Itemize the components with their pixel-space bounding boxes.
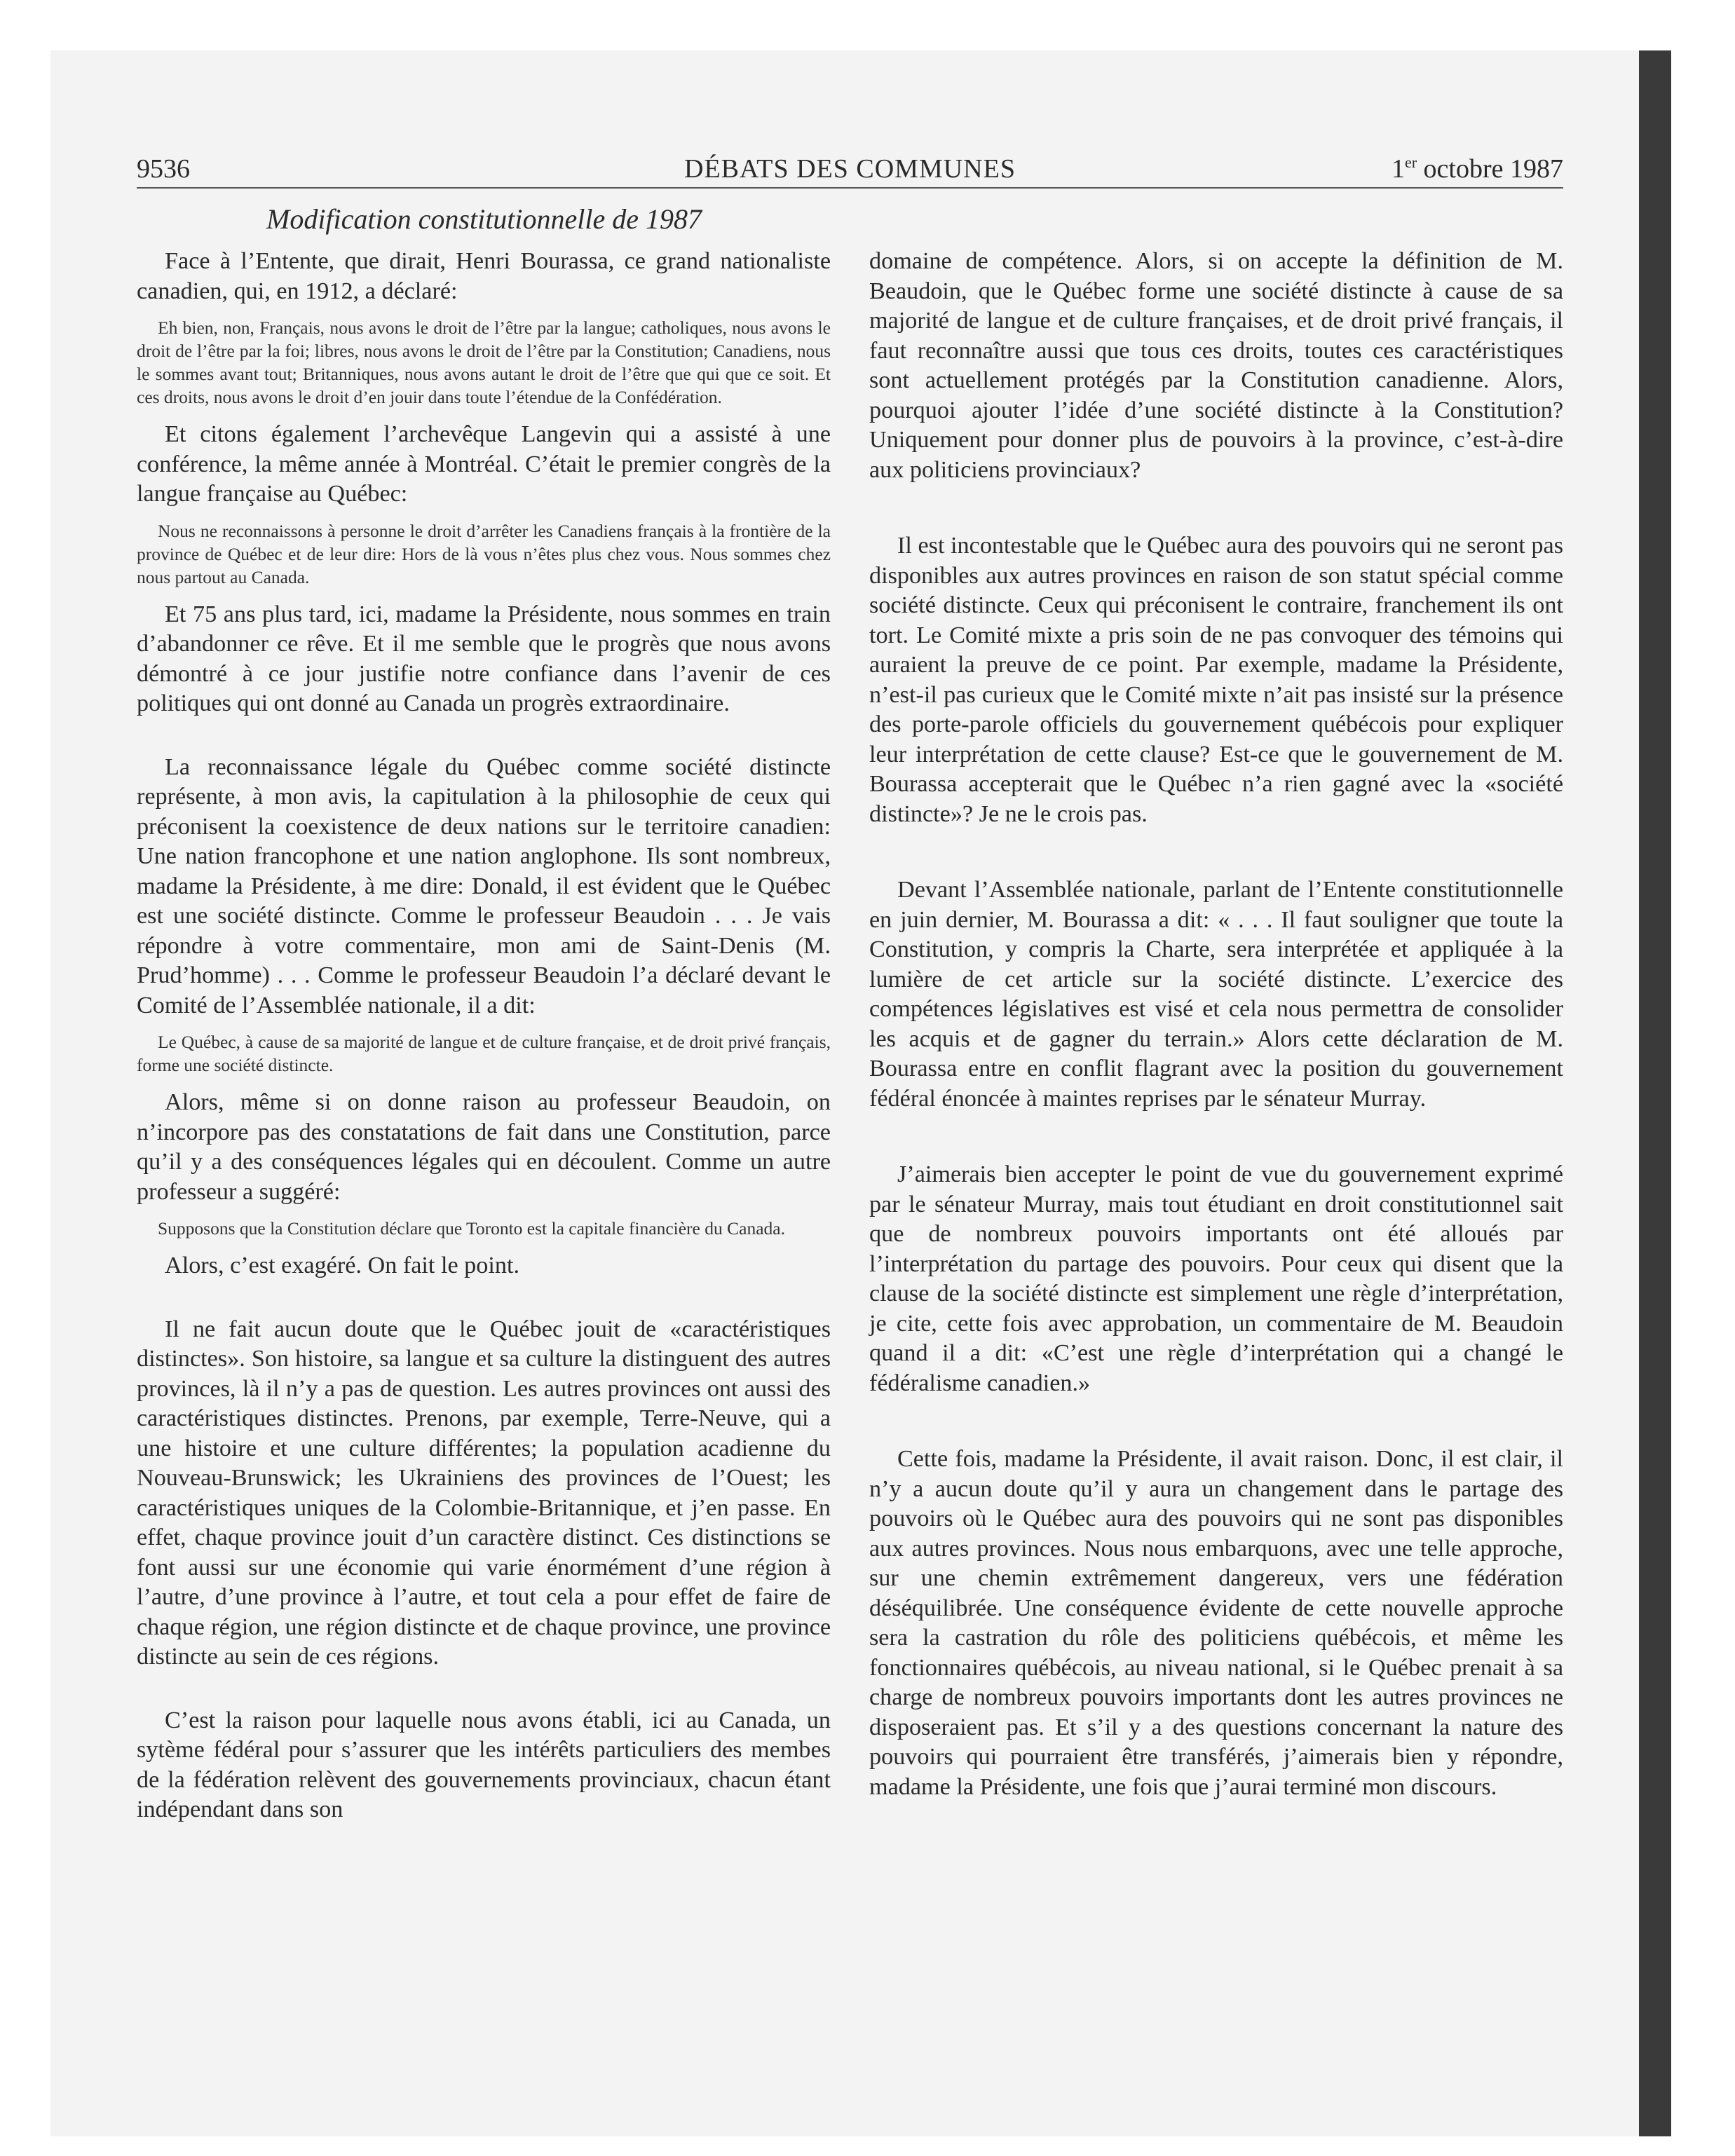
left-column <box>137 247 831 1825</box>
paragraph: C’est la raison pour laquelle nous avons établi, ici au Canada, un sytème fédéral pour s’assurer que les intérêts particuliers des membes de la fédération relèvent des gouvernements provinciaux, chacun étant indépendant dans son <box>137 1707 831 1822</box>
paragraph: Cette fois, madame la Présidente, il avait raison. Donc, il est clair, il n’y a aucun doute qu’il y aura un changement dans le partage des pouvoirs où le Québec aura des pouvoirs qui ne sont pas disponibles aux autres provinces. Nous nous embarquons, avec une telle approche, sur une chemin extrêmement dangereux, vers une fédération déséquilibrée. Une conséquence évidente de cette nouvelle approche sera la castration du rôle des politiciens québécois, et même les fonctionnaires québécois, au niveau national, si le Québec prenait à sa charge de nombreux pouvoirs importants dont les autres provinces ne disposeraient pas. Et s’il y a des questions concernant la nature des pouvoirs qui pourraient être transférés, j’aimerais bien y répondre, madame la Présidente, une fois que j’aurai terminé mon discours. <box>869 1446 1563 1800</box>
paragraph: Alors, même si on donne raison au professeur Beaudoin, on n’incorpore pas des constatations de fait dans une Constitution, parce qu’il y a des conséquences légales qui en découlent. Comme un autre professeur a suggéré: <box>137 1089 831 1205</box>
page-header <box>137 151 1563 189</box>
paragraph: Face à l’Entente, que dirait, Henri Bourassa, ce grand nationaliste canadien, qui, en 1912, a déclaré: <box>137 248 831 304</box>
paragraph: domaine de compétence. Alors, si on accepte la définition de M. Beaudoin, que le Québec forme une société distincte à cause de sa majorité de langue et de culture françaises, et de droit privé français, il faut reconnaître aussi que tous ces droits, toutes ces caractéristiques sont actuellement protégés par la Constitution canadienne. Alors, pourquoi ajouter l’idée d’une société distincte à la Constitution? Uniquement pour donner plus de pouvoirs à la province, c’est-à-dire aux politiciens provinciaux? <box>869 248 1563 483</box>
paragraph: Alors, c’est exagéré. On fait le point. <box>165 1253 519 1278</box>
block-quote: Le Québec, à cause de sa majorité de langue et de culture française, et de droit privé français, forme une société distincte. <box>137 1032 831 1075</box>
block-quote: Nous ne reconnaissons à personne le droit d’arrêter les Canadiens français à la frontière de la province de Québec et de leur dire: Hors de là vous n’êtes plus chez vous. Nous sommes chez nous partout au Canada. <box>137 520 831 587</box>
section-subtitle: Modification constitutionnelle de 1987 <box>266 203 702 235</box>
paragraph: Il ne fait aucun doute que le Québec jouit de «caractéristiques distinctes». Son histoire, sa langue et sa culture la distinguent des autres provinces, là il n’y a pas de question. Les autres provinces ont aussi des caractéristiques distinctes. Prenons, par exemple, Terre-Neuve, qui a une histoire et une culture différentes; la population acadienne du Nouveau-Brunswick; les Ukrainiens des provinces de l’Ouest; les caractéristiques uniques de la Colombie-Britannique, et j’en passe. En effet, chaque province jouit d’un caractère distinct. Ces distinctions se font aussi sur une économie qui varie énormément d’une région à l’autre, d’une province à l’autre, et tout cela a pour effet de faire de chaque région, une région distincte et de chaque province, une province distincte au sein de ces régions. <box>137 1316 831 1670</box>
paragraph: Devant l’Assemblée nationale, parlant de l’Entente constitutionnelle en juin dernier, M. Bourassa a dit: « . . . Il faut souligner que toute la Constitution, y compris la Charte, sera interprétée et appliquée à la lumière de cet article sur la société distincte. L’exercice des compétences législatives est visé et cela nous permettra de consolider les acquis et de gagner du terrain.» Alors cette déclaration de M. Bourassa entre en conflit flagrant avec la position du gouvernement fédéral énoncée à maintes reprises par le sénateur Murray. <box>869 877 1563 1112</box>
paragraph: Et 75 ans plus tard, ici, madame la Présidente, nous sommes en train d’abandonner ce rêve. Et il me semble que le progrès que nous avons démontré à ce jour justifie notre confiance dans l’avenir de ces politiques qui ont donné au Canada un progrès extraordinaire. <box>137 601 831 716</box>
paragraph: J’aimerais bien accepter le point de vue du gouvernement exprimé par le sénateur Murray, mais tout étudiant en droit constitutionnel sait que de nombreux pouvoirs importants ont été alloués par l’interprétation du partage des pouvoirs. Pour ceux qui disent que la clause de la société distincte est simplement une règle d’interprétation, je cite, cette fois avec approbation, un commentaire de M. Beaudoin quand il a dit: «C’est une règle d’interprétation qui a changé le fédéralisme canadien.» <box>869 1161 1563 1396</box>
publication-date: 1er octobre 1987 <box>1391 153 1563 184</box>
right-column <box>869 247 1563 1802</box>
paragraph: Il est incontestable que le Québec aura des pouvoirs qui ne seront pas disponibles aux autres provinces en raison de son statut spécial comme société distincte. Ceux qui préconisent le contraire, franchement ils ont tort. Le Comité mixte a pris soin de ne pas convoquer des témoins qui auraient la preuve de ce point. Par exemple, madame la Présidente, n’est-il pas curieux que le Comité mixte n’ait pas insisté sur la présence des porte-parole officiels du gouvernement québécois pour expliquer leur interprétation de cette clause? Est-ce que le gouvernement de M. Bourassa accepterait que le Québec n’a rien gagné avec la «société distincte»? Je ne le crois pas. <box>869 533 1563 827</box>
block-quote: Eh bien, non, Français, nous avons le droit de l’être par la langue; catholiques, nous avons le droit de l’être par la foi; libres, nous avons le droit de l’être par la Constitution; Canadiens, nous le sommes avant tout; Britanniques, nous avons autant le droit de l’être que qui que ce soit. Et ces droits, nous avons le droit d’en jouir dans toute l’étendue de la Confédération. <box>137 318 831 407</box>
paragraph: La reconnaissance légale du Québec comme société distincte représente, à mon avis, la capitulation à la philosophie de ceux qui préconisent la coexistence de deux nations sur le territoire canadien: Une nation francophone et une nation anglophone. Ils sont nombreux, madame la Présidente, à me dire: Donald, il est évident que le Québec est une société distincte. Comme le professeur Beaudoin . . . Je vais répondre à votre commentaire, mon ami de Saint-Denis (M. Prud’homme) . . . Comme le professeur Beaudoin l’a déclaré devant le Comité de l’Assemblée nationale, il a dit: <box>137 753 831 1018</box>
paragraph: Et citons également l’archevêque Langevin qui a assisté à une conférence, la même année à Montréal. C’était le premier congrès de la langue française au Québec: <box>137 421 831 507</box>
scan-edge-bar <box>1639 50 1671 2136</box>
block-quote: Supposons que la Constitution déclare que Toronto est la capitale financière du Canada. <box>158 1218 785 1239</box>
publication-title: DÉBATS DES COMMUNES <box>684 154 1016 184</box>
page-number: 9536 <box>137 154 190 184</box>
